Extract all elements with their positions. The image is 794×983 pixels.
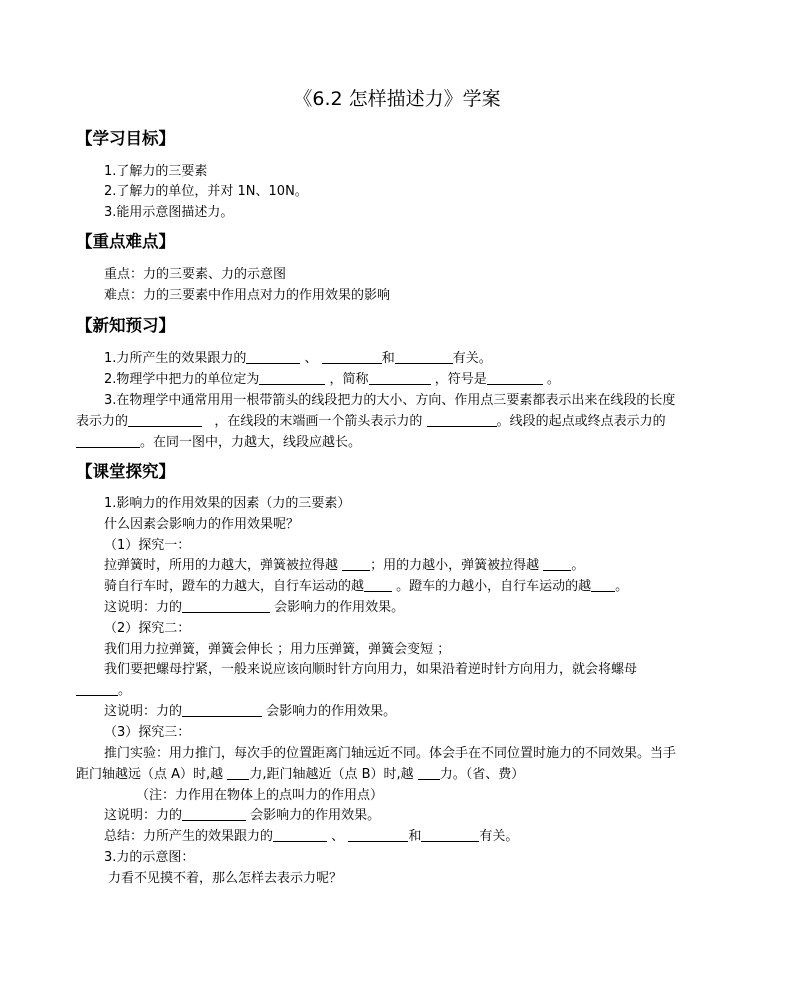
e1-blank-2[interactable]: [543, 556, 571, 571]
e1-text-a: 拉弹簧时，所用的力越大，弹簧被拉得越: [104, 558, 339, 573]
q1-blank-1[interactable]: [246, 349, 300, 364]
sum-text-c: 和: [408, 829, 422, 844]
force-diagram-question: 力看不见摸不着，那么怎样去表示力呢？: [108, 871, 343, 886]
preview-q1: [104, 349, 492, 369]
c1-text-b: 会影响力的作用效果。: [274, 600, 405, 615]
force-diagram-heading: 3.力的示意图：: [104, 850, 195, 865]
q2-blank-3[interactable]: [487, 370, 543, 385]
explore-3-conclusion: [104, 806, 380, 826]
q2-blank-1[interactable]: [259, 370, 325, 385]
key-point: 重点：力的三要素、力的示意图: [104, 267, 287, 282]
q2-text-b: ，简称: [329, 372, 369, 387]
e3-blank-2[interactable]: [418, 765, 440, 780]
e3-text-a: 距门轴越远（点 A）时,越: [76, 767, 224, 782]
objective-2: 2.了解力的单位，并对 1N、10N。: [104, 184, 308, 199]
c2-text-b: 会影响力的作用效果。: [266, 704, 397, 719]
explore-3-heading: （3）探究三：: [104, 725, 191, 740]
e1b-text-c: 。: [615, 579, 629, 594]
e1b-blank-2[interactable]: [591, 577, 615, 592]
sum-text-d: 有关。: [479, 829, 519, 844]
explore-3-door: 推门实验：用力推门，每次手的位置距离门轴远近不同。体会手在不同位置时施力的不同效果。当手: [104, 746, 677, 761]
q3-blank-1[interactable]: [128, 412, 202, 427]
summary-line: [104, 827, 518, 847]
q1-text-b: 、: [304, 351, 318, 366]
explore-2-nut: 我们要把螺母拧紧，一般来说应该向顺时针方向用力，如果沿着逆时针方向用力，就会将螺母: [104, 662, 638, 677]
c3-blank[interactable]: [182, 806, 246, 821]
q3-blank-2[interactable]: [427, 412, 497, 427]
explore-3-note: （注：力作用在物体上的点叫力的作用点）: [136, 788, 384, 803]
c2-blank[interactable]: [182, 702, 262, 717]
q2-text-a: 2.物理学中把力的单位定为: [104, 372, 260, 387]
preview-q3-line1: 3.在物理学中通常用用一根带箭头的线段把力的大小、方向、作用点三要素都表示出来在线段的长度: [104, 393, 676, 408]
heading-learning-objectives: 【学习目标】: [76, 129, 175, 148]
objective-1: 1.了解力的三要素: [104, 164, 208, 179]
e3-blank-1[interactable]: [227, 765, 249, 780]
explore-2-spring: 我们用力拉弹簧，弹簧会伸长 ；用力压弹簧，弹簧会变短 ；: [104, 642, 451, 657]
explore-1-conclusion: [104, 598, 404, 618]
c3-text-a: 这说明：力的: [104, 808, 183, 823]
heading-preview: 【新知预习】: [76, 316, 175, 335]
q3-text-c: 。线段的起点或终点表示力的: [496, 414, 666, 429]
q1-text-d: 有关。: [452, 351, 492, 366]
e3-text-b: 力,距门轴越近（点 B）时,越: [249, 767, 414, 782]
c1-text-a: 这说明：力的: [104, 600, 183, 615]
difficult-point: 难点：力的三要素中作用点对力的作用效果的影响: [104, 288, 391, 303]
sum-blank-3[interactable]: [421, 827, 479, 842]
e1-text-c: 。: [571, 558, 585, 573]
e1-blank-1[interactable]: [342, 556, 370, 571]
inquiry-intro: 1.影响力的作用效果的因素（力的三要素）: [104, 496, 351, 511]
document-title: 《6.2 怎样描述力》学案: [293, 88, 501, 110]
e1-text-b: ；用的力越小，弹簧被拉得越: [370, 558, 540, 573]
q1-blank-3[interactable]: [395, 349, 453, 364]
explore-1-spring: [104, 556, 584, 576]
q3-text-b: ，在线段的末端画一个箭头表示力的: [214, 414, 423, 429]
q3-text-a: 表示力的: [76, 414, 129, 429]
inquiry-question: 什么因素会影响力的作用效果呢？: [104, 517, 300, 532]
c3-text-b: 会影响力的作用效果。: [250, 808, 381, 823]
q3-blank-3[interactable]: [76, 433, 140, 448]
e1b-text-a: 骑自行车时，蹬车的力越大，自行车运动的越: [104, 579, 365, 594]
heading-class-inquiry: 【课堂探究】: [76, 462, 175, 481]
q2-blank-2[interactable]: [369, 370, 431, 385]
explore-2-heading: （2）探究二：: [104, 621, 191, 636]
e3-text-c: 力。（省、费）: [439, 767, 525, 782]
sum-text-b: 、: [331, 829, 345, 844]
e2-blank[interactable]: [76, 681, 118, 696]
explore-1-heading: （1）探究一：: [104, 538, 191, 553]
c1-blank[interactable]: [182, 598, 270, 613]
e2-text: 。: [118, 683, 132, 698]
q1-text-c: 和: [381, 351, 395, 366]
objective-3: 3.能用示意图描述力。: [104, 205, 234, 220]
preview-q2: [104, 370, 560, 390]
explore-1-bicycle: [104, 577, 628, 597]
q2-text-c: ，符号是: [434, 372, 487, 387]
preview-q3-line2: [76, 412, 666, 432]
explore-2-conclusion: [104, 702, 396, 722]
sum-blank-2[interactable]: [348, 827, 408, 842]
preview-q3-line3: [76, 433, 361, 453]
c2-text-a: 这说明：力的: [104, 704, 183, 719]
q1-blank-2[interactable]: [322, 349, 382, 364]
q3-text-d: 。在同一图中，力越大，线段应越长。: [140, 435, 362, 450]
q2-text-d: 。: [546, 372, 560, 387]
q1-text-a: 1.力所产生的效果跟力的: [104, 351, 247, 366]
heading-key-points: 【重点难点】: [76, 232, 175, 251]
e1b-blank-1[interactable]: [364, 577, 392, 592]
sum-blank-1[interactable]: [273, 827, 327, 842]
explore-2-nut-cont: [76, 681, 131, 701]
e1b-text-b: 。蹬车的力越小，自行车运动的越: [396, 579, 592, 594]
explore-3-door-cont: [76, 765, 524, 785]
sum-text-a: 总结：力所产生的效果跟力的: [104, 829, 274, 844]
